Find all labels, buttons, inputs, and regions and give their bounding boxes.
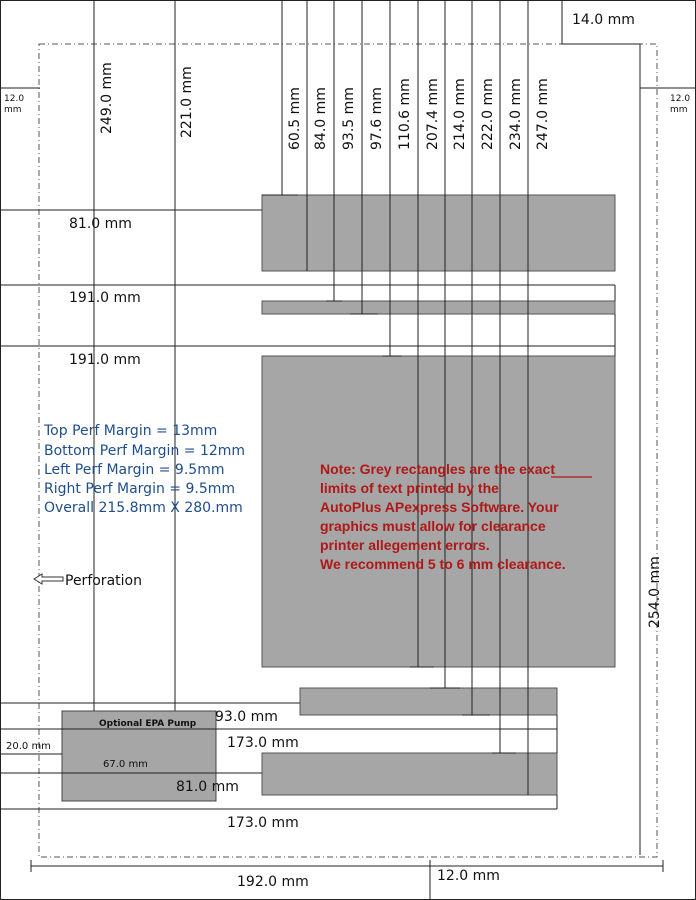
hdim-label-93: 93.0 mm [215, 709, 278, 725]
top-dim-label-6: 207.4 mm [425, 78, 441, 150]
corner-dim-label: 14.0 mm [572, 12, 635, 28]
perforation-label: Perforation [65, 573, 142, 589]
top-dim-label-8: 222.0 mm [480, 78, 496, 150]
top-dim-label-3: 93.5 mm [341, 87, 357, 150]
hdim-label-173a: 173.0 mm [227, 735, 299, 751]
grey-rect-4 [300, 688, 557, 715]
vertical-221-label: 221.0 mm [179, 66, 195, 138]
grey-rect-1 [262, 195, 615, 271]
hdim-label-20: 20.0 mm [6, 741, 51, 752]
epa-pump-dim: 67.0 mm [103, 759, 148, 770]
vertical-249-label: 249.0 mm [99, 62, 115, 134]
perf-overall: Overall 215.8mm X 280.mm [44, 500, 243, 516]
hdim-label-81: 81.0 mm [69, 216, 132, 232]
note-line-5: printer allegement errors. [320, 537, 490, 553]
perf-margin-bottom: Bottom Perf Margin = 12mm [44, 443, 246, 459]
hdim-label-191a: 191.0 mm [69, 290, 141, 306]
hdim-label-81b: 81.0 mm [176, 779, 239, 795]
note-line-1: Note: Grey rectangles are the exact [320, 461, 555, 477]
hdim-label-173b: 173.0 mm [227, 815, 299, 831]
grey-rect-2 [262, 301, 615, 314]
hdim-label-191b: 191.0 mm [69, 352, 141, 368]
left-margin-label-2: mm [4, 105, 22, 115]
top-dim-label-5: 110.6 mm [397, 78, 413, 150]
note-line-4: graphics must allow for clearance [320, 518, 546, 534]
note-line-6: We recommend 5 to 6 mm clearance. [320, 556, 566, 572]
top-dim-label-2: 84.0 mm [313, 87, 329, 150]
perf-margin-right: Right Perf Margin = 9.5mm [44, 481, 235, 497]
left-margin-label-1: 12.0 [4, 94, 25, 104]
right-margin-label-1: 12.0 [670, 94, 691, 104]
top-dim-label-10: 247.0 mm [535, 78, 551, 150]
perf-margin-left: Left Perf Margin = 9.5mm [44, 462, 225, 478]
grey-rect-5 [262, 753, 557, 795]
top-dim-label-7: 214.0 mm [452, 78, 468, 150]
right-vertical-label: 254.0 mm [647, 556, 663, 628]
right-margin-label-2: mm [670, 105, 688, 115]
bottom-dim-right-label: 12.0 mm [437, 868, 500, 884]
top-dim-label-1: 60.5 mm [287, 87, 303, 150]
note-line-2: limits of text printed by the [320, 480, 499, 496]
top-dim-label-9: 234.0 mm [508, 78, 524, 150]
epa-pump-title: Optional EPA Pump [99, 719, 197, 729]
bottom-dim-left-label: 192.0 mm [237, 874, 309, 890]
note-line-3: AutoPlus APexpress Software. Your [320, 499, 559, 515]
top-dim-label-4: 97.6 mm [369, 87, 385, 150]
arrow-left-icon [34, 574, 63, 584]
perf-margin-top: Top Perf Margin = 13mm [44, 423, 218, 439]
